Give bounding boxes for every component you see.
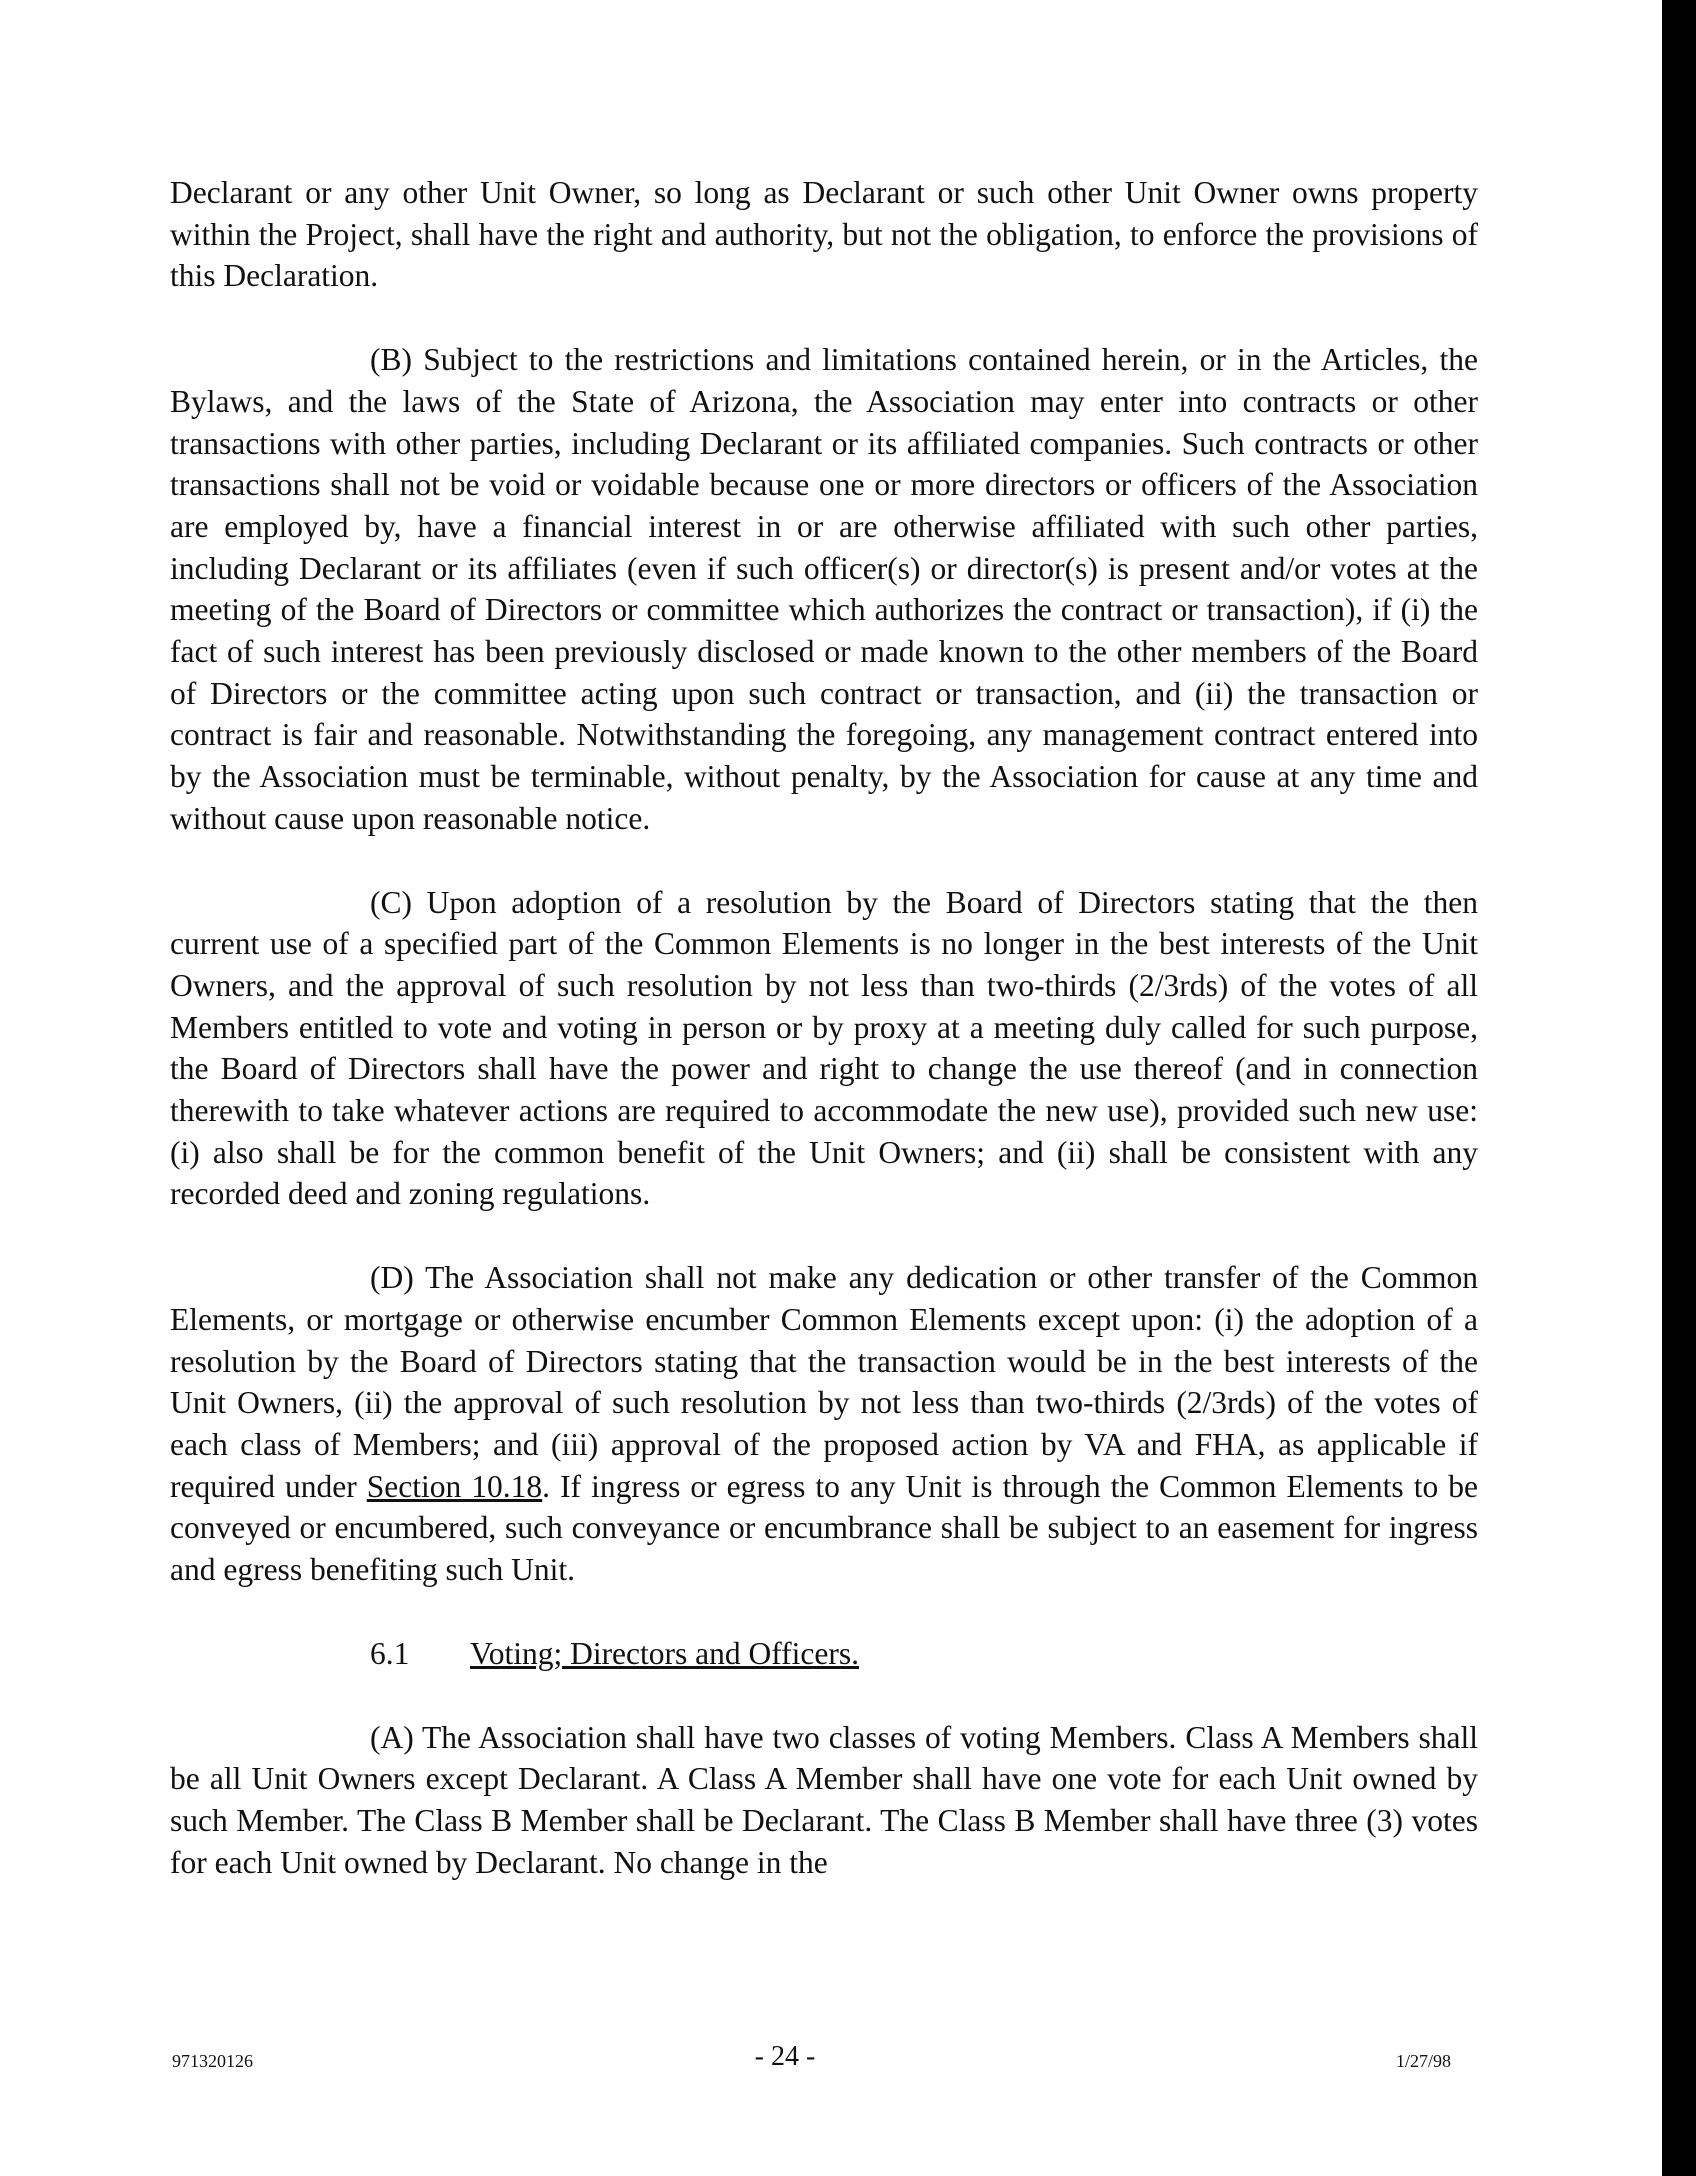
section-number: 6.1	[370, 1635, 410, 1671]
document-body	[170, 172, 1478, 1925]
scan-edge-bar	[1662, 0, 1696, 2176]
paragraph-continuation: Declarant or any other Unit Owner, so long as Declarant or such other Unit Owner owns property within the Project, shall have the right and authority, but not the obligation, to enforce the provisions of this Declaration.	[170, 175, 1478, 294]
paragraph-b: (B) Subject to the restrictions and limitations contained herein, or in the Articles, the Bylaws, and the laws of the State of Arizona, the Association may enter into contracts or other transactions with other parties, including Declarant or its affiliated companies. Such contracts or other transactions shall not be void or voidable because one or more directors or officers of the Association are employed by, have a financial interest in or are otherwise affiliated with such other parties, including Declarant or its affiliates (even if such officer(s) or director(s) is present and/or votes at the meeting of the Board of Directors or committee which authorizes the contract or transaction), if (i) the fact of such interest has been previously disclosed or made known to the other members of the Board of Directors or the committee acting upon such contract or transaction, and (ii) the transaction or contract is fair and reasonable. Notwithstanding the foregoing, any management contract entered into by the Association must be terminable, without penalty, by the Association for cause at any time and without cause upon reasonable notice.	[170, 342, 1478, 836]
paragraph-d-text-2: . If ingress or egress to any Unit is through the Common Elements to be conveyed or encumbered, such conveyance or encumbrance shall be subject to an easement for ingress and egress benefiting such Unit.	[170, 1468, 1478, 1588]
section-heading	[370, 1633, 1478, 1675]
paragraph-c: (C) Upon adoption of a resolution by the Board of Directors stating that the then current use of a specified part of the Common Elements is no longer in the best interests of the Unit Owners, and the approval of such resolution by not less than two-thirds (2/3rds) of the votes of all Members entitled to vote and voting in person or by proxy at a meeting duly called for such purpose, the Board of Directors shall have the power and right to change the use thereof (and in connection therewith to take whatever actions are required to accommodate the new use), provided such new use: (i) also shall be for the common benefit of the Unit Owners; and (ii) shall be consistent with any recorded deed and zoning regulations.	[170, 884, 1478, 1212]
footer-date: 1/27/98	[1395, 2051, 1451, 2071]
section-title: Voting; Directors and Officers.	[470, 1635, 859, 1671]
paragraph-d-text-1: (D) The Association shall not make any dedication or other transfer of the Common Elements, or mortgage or otherwise encumber Common Elements except upon: (i) the adoption of a resolution by the Board of Directors stating that the transaction would be in the best interests of the Unit Owners, (ii) the approval of such resolution by not less than two-thirds (2/3rds) of the votes of each class of Members; and (iii) approval of the proposed action by VA and FHA, as applicable if required under	[170, 1260, 1478, 1504]
paragraph-d	[170, 1257, 1478, 1591]
section-reference: Section 10.18	[366, 1468, 543, 1504]
footer-page-number: - 24 -	[754, 2041, 816, 2072]
paragraph-6-1-a: (A) The Association shall have two classes of voting Members. Class A Members shall be all Unit Owners except Declarant. A Class A Member shall have one vote for each Unit owned by such Member. The Class B Member shall be Declarant. The Class B Member shall have three (3) votes for each Unit owned by Declarant. No change in the	[170, 1719, 1478, 1880]
footer-document-number: 971320126	[172, 2051, 253, 2071]
